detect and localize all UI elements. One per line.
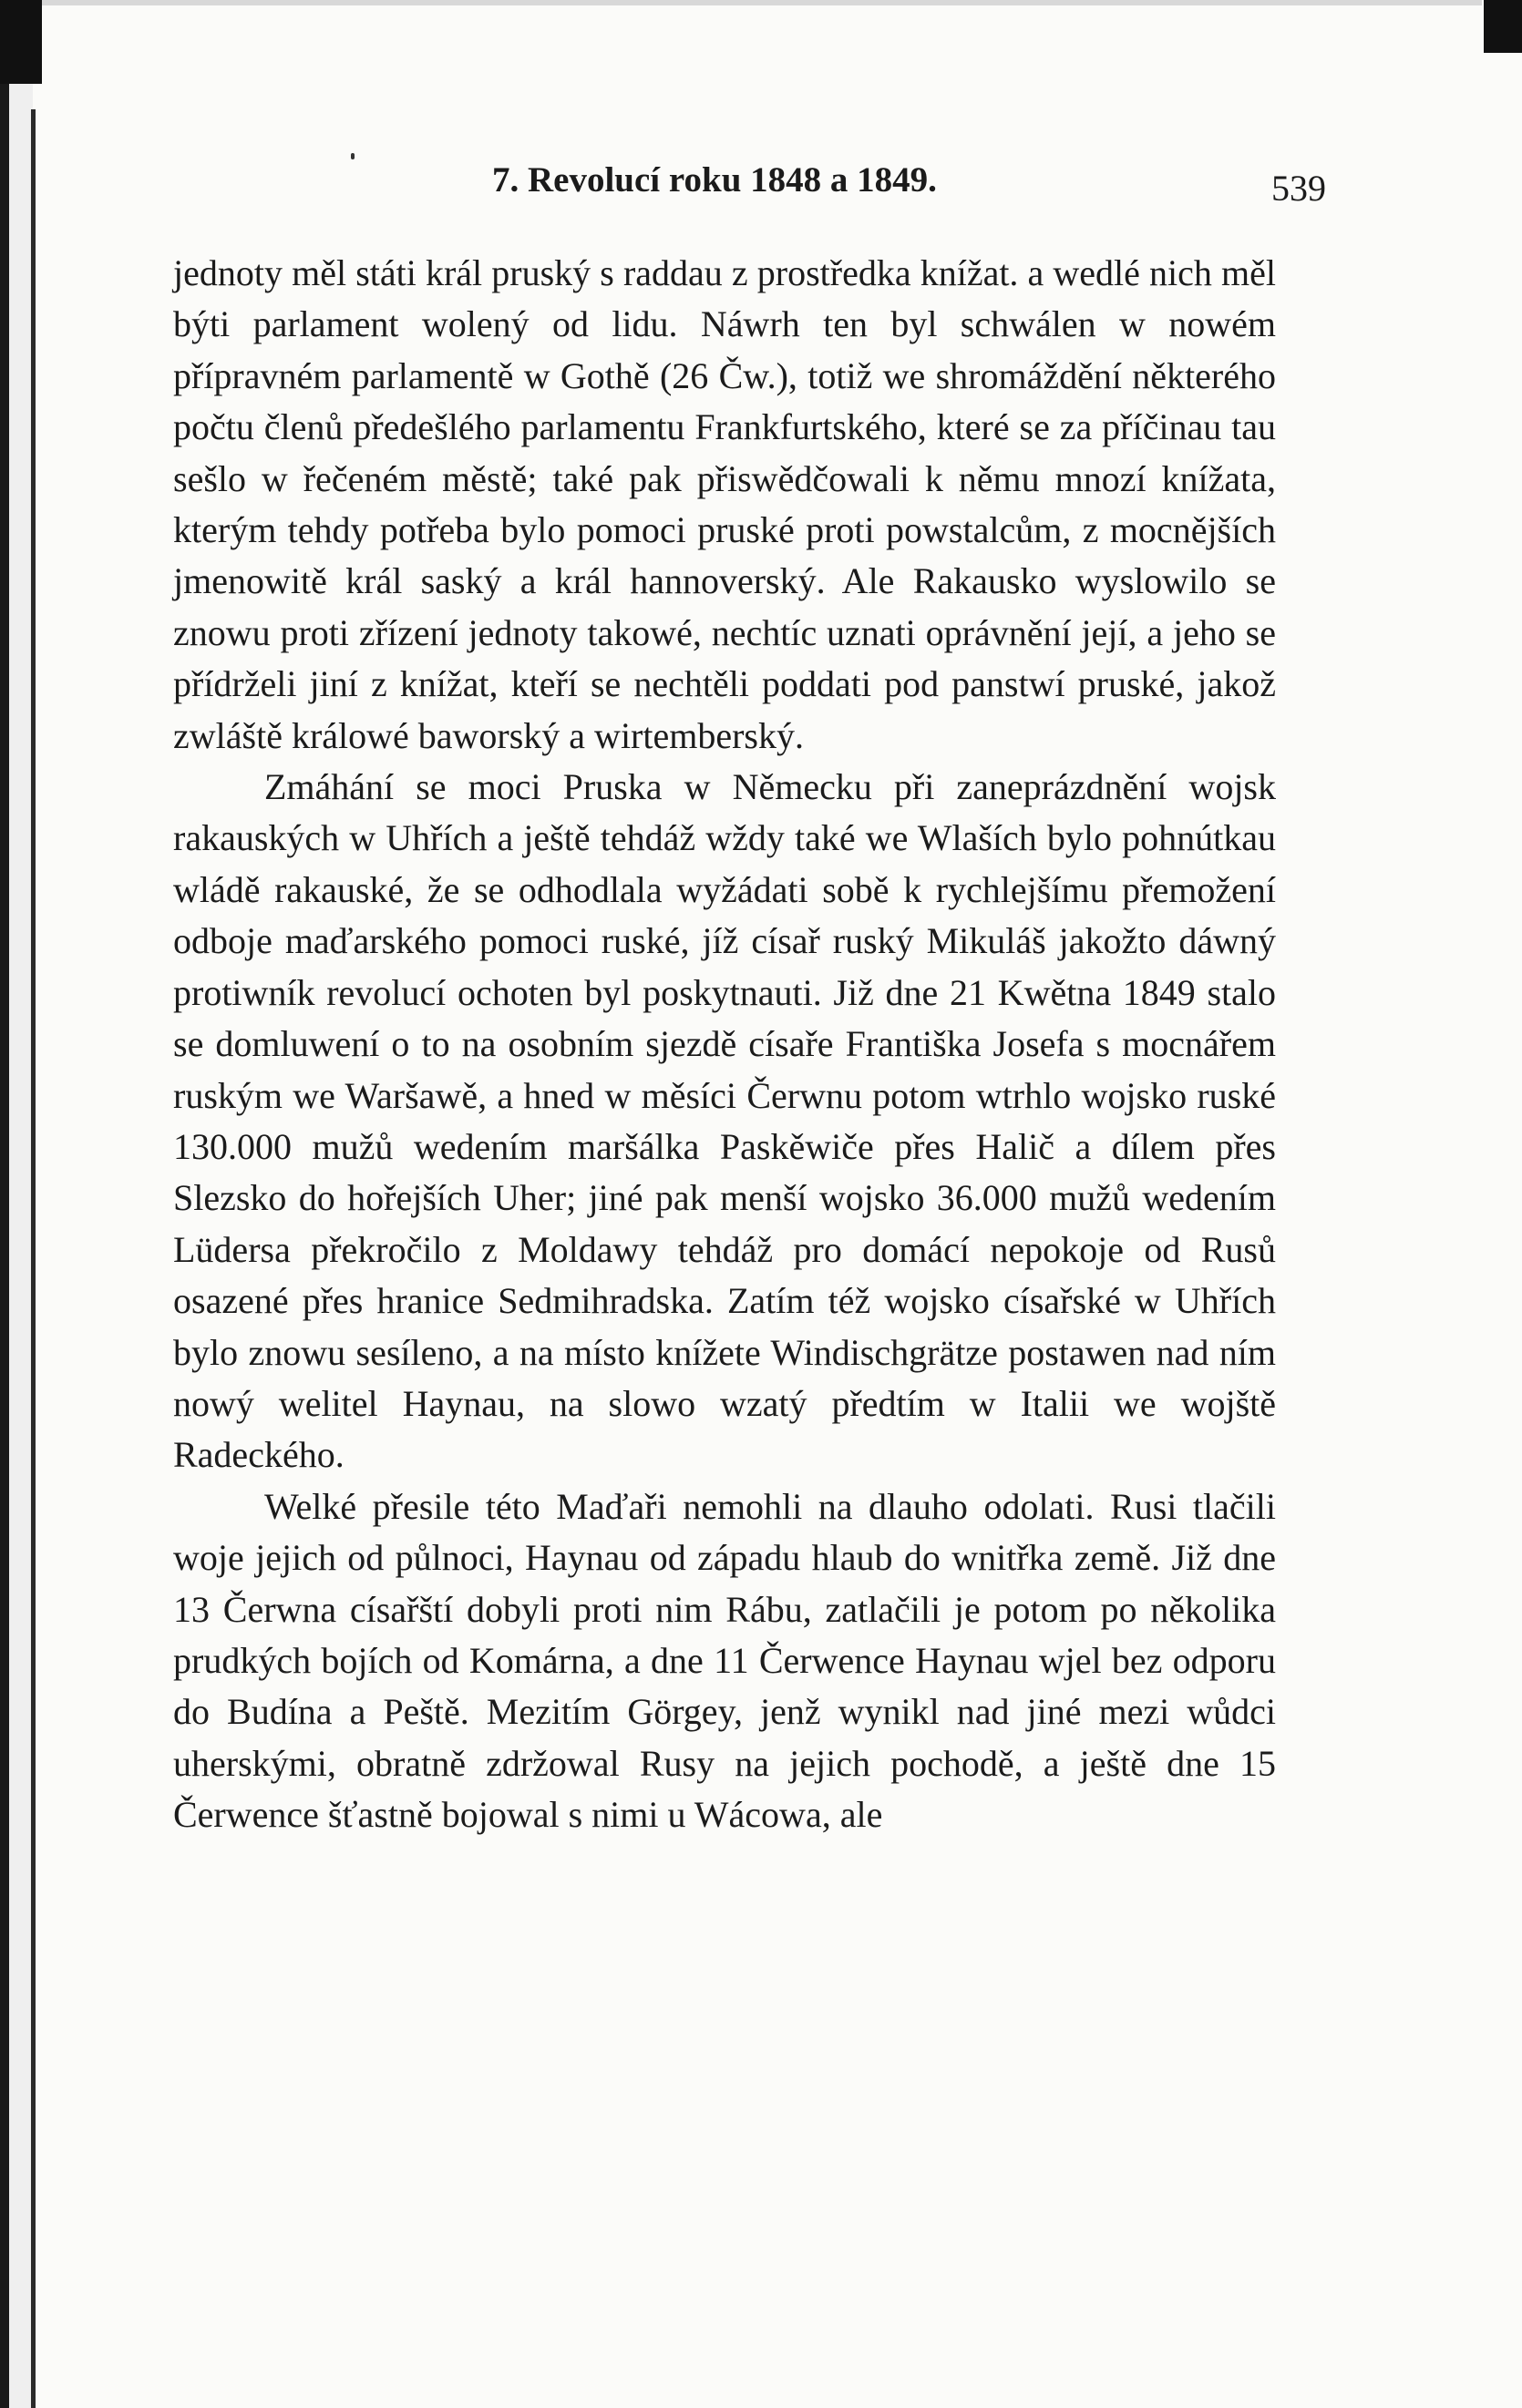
ink-speck [351,153,355,159]
scan-edge-top-right [1484,0,1522,53]
paragraph-1: jednoty měl státi král pruský s raddau z prostředka knížat. a wedlé nich měl býti parlament wolený od lidu. Náwrh ten byl schwálen w nowém přípravném parlamentě w Gothě (26 Čw.), totiž we shromáždění některého počtu členů předešlého parlamentu Frankfurtského, které se za příčinau tau sešlo w řečeném městě; také pak přiswědčowali k němu mnozí knížata, kterým tehdy potřeba bylo pomoci pruské proti powstalcům, z mocnějších jmenowitě král saský a král hannoverský. Ale Rakausko wyslowilo se znowu proti zřízení jednoty takowé, nechtíc uznati oprávnění její, a jeho se přídrželi jiní z knížat, kteří se nechtěli poddati pod panstwí pruské, jakož zwláště králowé baworský a wirtemberský. [173,252,1276,756]
page-number: 539 [1271,168,1326,209]
paragraph-2: Zmáhání se moci Pruska w Německu při zaneprázdnění wojsk rakauských w Uhřích a ještě tehdáž wždy také we Wlaších bylo pohnútkau wládě rakauské, že se odhodlala wyžádati sobě k rychlejšímu přemožení odboje maďarského pomoci ruské, jíž císař ruský Mikuláš jakožto dáwný protiwník revolucí ochoten byl poskytnauti. Již dne 21 Kwětna 1849 stalo se domluwení o to na osobním sjezdě císaře Františka Josefa s mocnářem ruským we Waršawě, a hned w měsíci Čerwnu potom wtrhlo wojsko ruské 130.000 mužů wedením maršálka Paskěwiče přes Halič a dílem přes Slezsko do hořejších Uher; jiné pak menší wojsko 36.000 mužů wedením Lüdersa překročilo z Moldawy tehdáž pro domácí nepokoje od Rusů osazené přes hranice Sedmihradska. Zatím též wojsko císařské w Uhřích bylo znowu sesíleno, a na místo knížete Windischgrätze postawen nad ním nowý welitel Haynau, na slowo wzatý předtím w Italii we wojště Radeckého. [173,766,1276,1476]
scan-edge-inner-left [9,84,33,2408]
running-head [173,159,1326,214]
body-text [173,248,1276,1841]
page-gutter-line [31,109,36,2408]
scan-edge-top-left [0,0,42,84]
scan-edge-top [42,0,1482,5]
scan-edge-left [0,84,9,2408]
running-title: 7. Revolucí roku 1848 a 1849. [492,160,937,200]
paragraph-3: Welké přesile této Maďaři nemohli na dlauho odolati. Rusi tlačili woje jejich od půlnoci, Haynau od západu hlaub do wnitřka země. Již dne 13 Čerwna císařští dobyli proti nim Rábu, zatlačili je potom po několika prudkých bojích od Komárna, a dne 11 Čerwence Haynau wjel bez odporu do Budína a Peště. Mezitím Görgey, jenž wynikl nad jiné mezi wůdci uherskými, obratně zdržowal Rusy na jejich pochodě, a ještě dne 15 Čerwence šťastně bojowal s nimi u Wácowa, ale [173,1485,1276,1836]
